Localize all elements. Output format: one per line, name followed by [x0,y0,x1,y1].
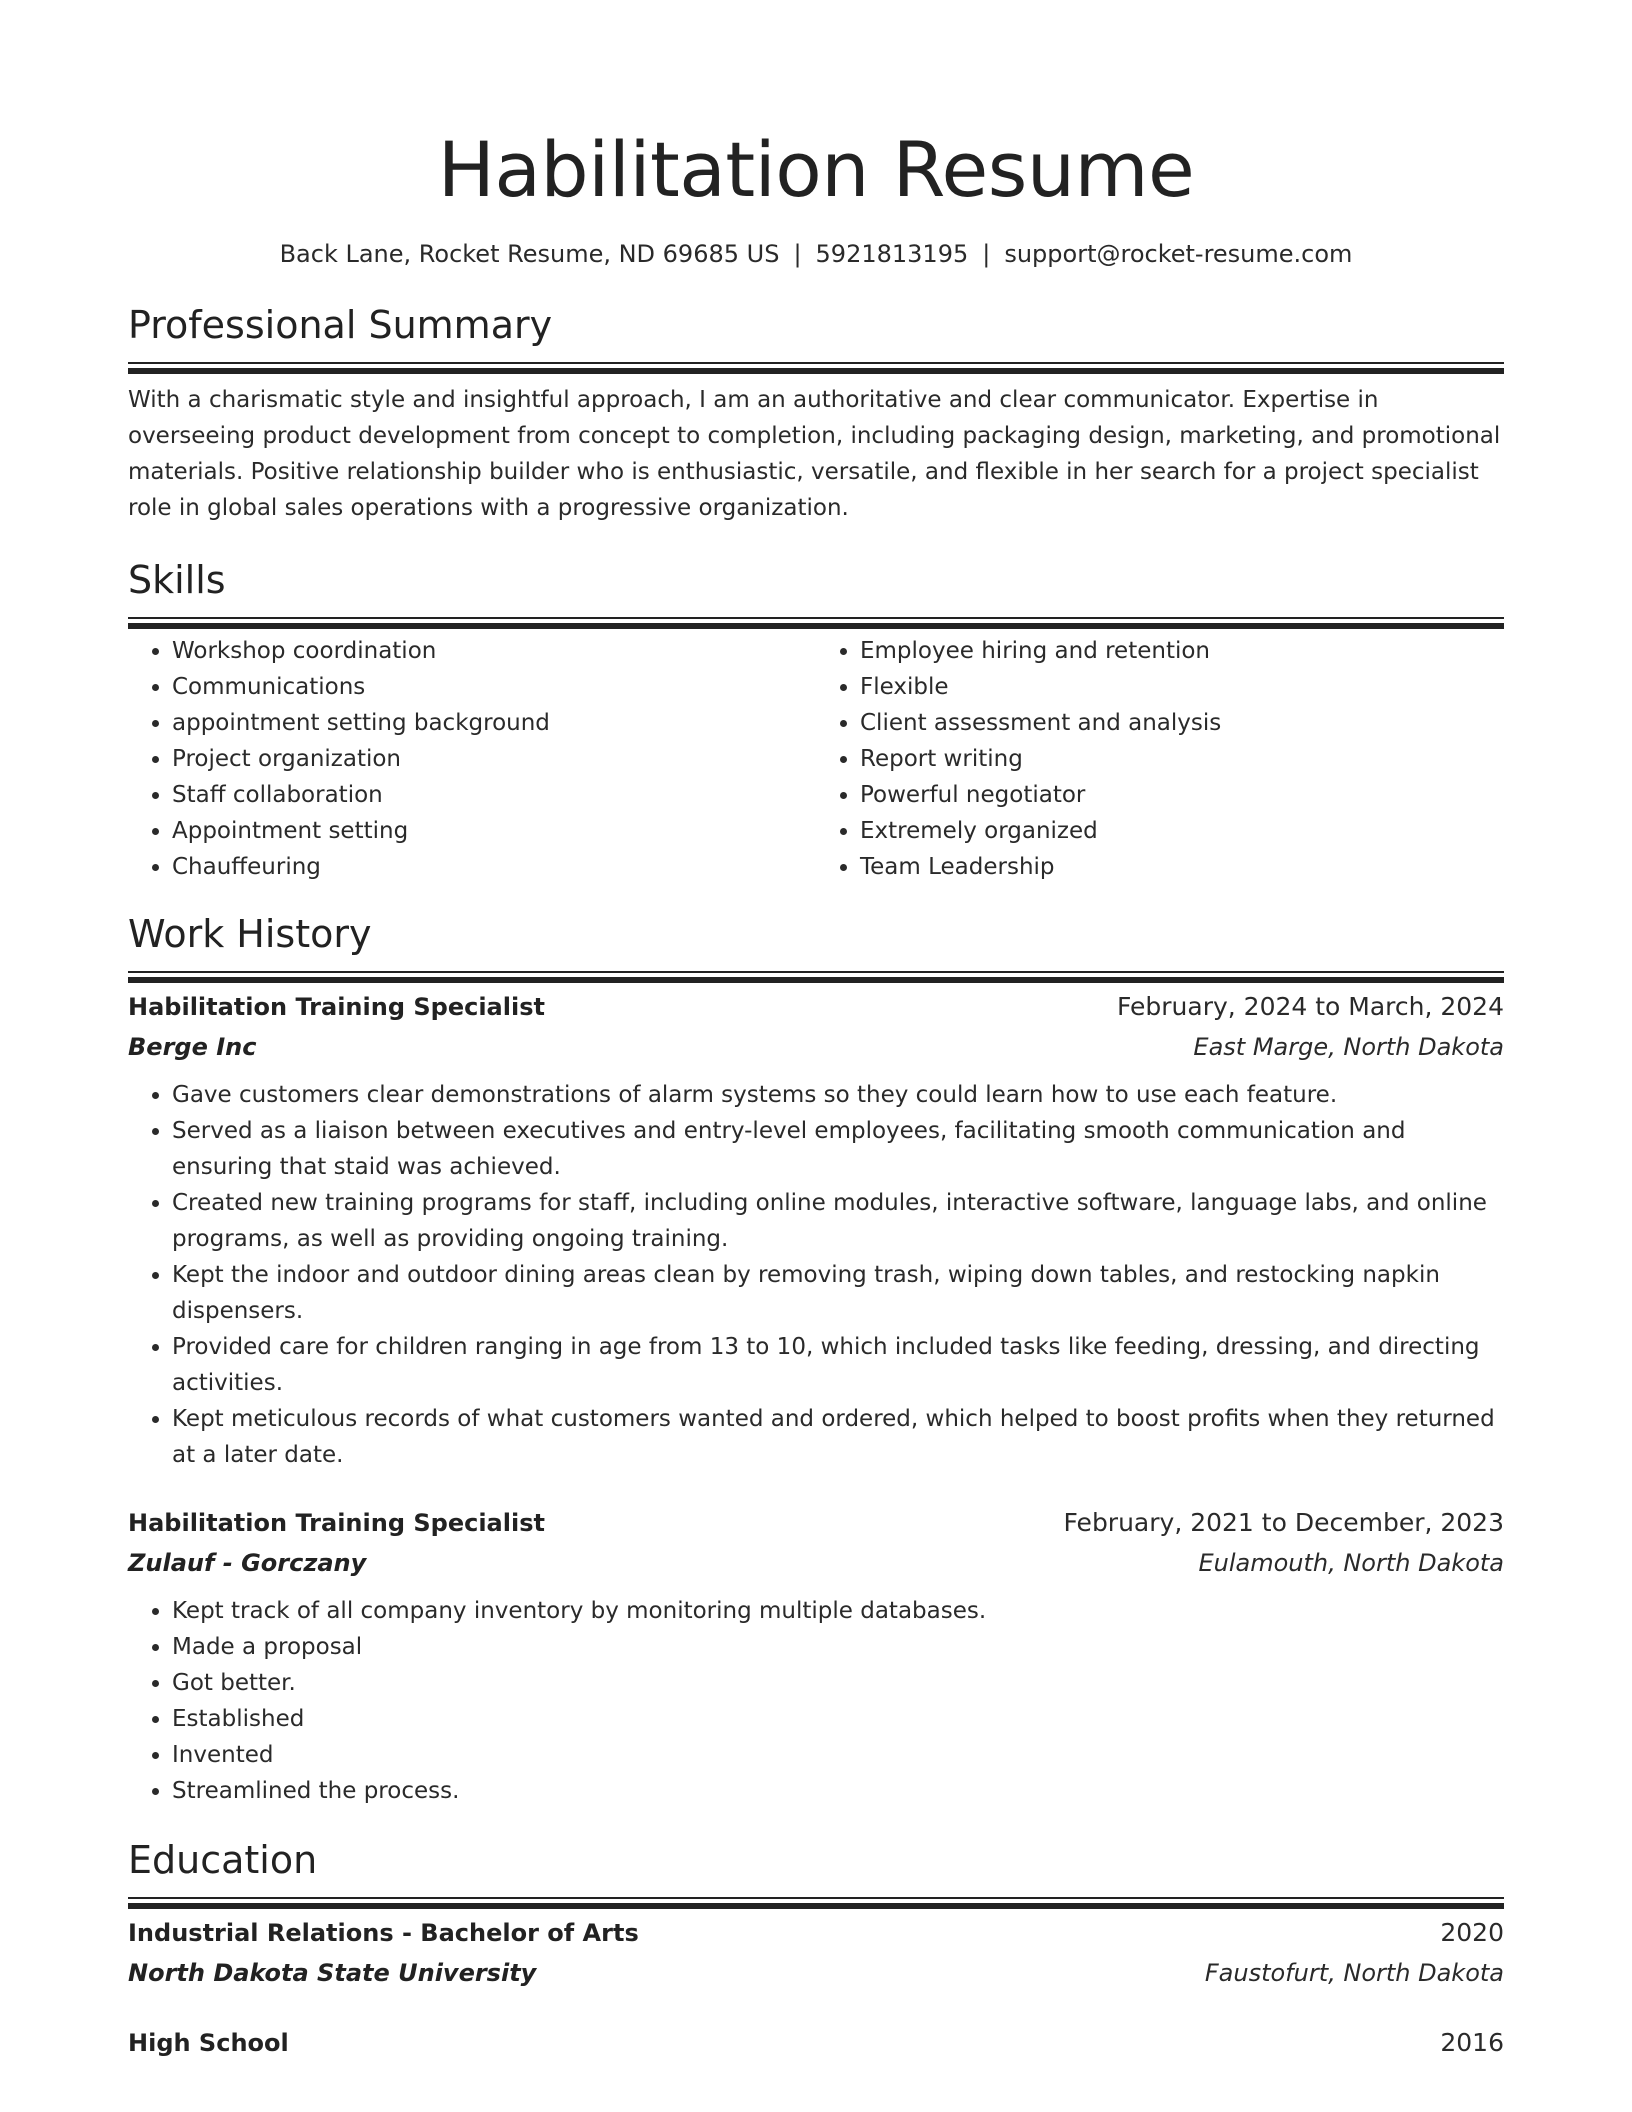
skill-item: • Powerful negotiator [860,777,1504,813]
skill-item: • Project organization [172,741,816,777]
skill-item: • Appointment setting [172,813,816,849]
education-entry [128,2023,1504,2063]
education-entry [128,1913,1504,1993]
skill-item: • Extremely organized [860,813,1504,849]
job-bullet: • Kept track of all company inventory by monitoring multiple databases. [172,1593,1504,1629]
job-header [128,987,1504,1027]
section-divider [128,617,1504,619]
job-bullet-list [128,1593,1504,1809]
education-degree: Industrial Relations - Bachelor of Arts [128,1919,639,1947]
skill-item: • Communications [172,669,816,705]
education-section [128,1835,1504,2063]
job-bullet: • Kept the indoor and outdoor dining areas clean by removing trash, wiping down tables, and restocking napkin dispensers. [172,1257,1504,1329]
job-bullet: • Created new training programs for staff, including online modules, interactive software, language labs, and online programs, as well as providing ongoing training. [172,1185,1504,1257]
job-entry [128,987,1504,1473]
education-year: 2020 [1440,1918,1504,1947]
skills-column-left [128,633,816,885]
skill-item: • Employee hiring and retention [860,633,1504,669]
contact-line [128,237,1504,271]
skill-item: • Report writing [860,741,1504,777]
skill-item: • appointment setting background [172,705,816,741]
job-entry [128,1503,1504,1809]
work-section [128,909,1504,1809]
job-bullet: • Got better. [172,1665,1504,1701]
job-title: Habilitation Training Specialist [128,1509,545,1537]
job-header [128,1503,1504,1543]
section-divider [128,971,1504,973]
job-bullet: • Kept meticulous records of what customers wanted and ordered, which helped to boost profits when they returned at a later date. [172,1401,1504,1473]
resume-page [128,0,1504,2063]
skill-item: • Workshop coordination [172,633,816,669]
skill-item: • Flexible [860,669,1504,705]
section-divider [128,362,1504,364]
job-bullet: • Gave customers clear demonstrations of alarm systems so they could learn how to use each feature. [172,1077,1504,1113]
education-location: Faustofurt, North Dakota [1204,1959,1504,1987]
summary-text: With a charismatic style and insightful approach, I am an authoritative and clear communicator. Expertise in overseeing product development from concept to completion, including packaging design, marketing, and promotional materials. Positive relationship builder who is enthusiastic, versatile, and flexible in her search for a project specialist role in global sales operations with a progressive organization. [128,387,1501,521]
job-bullet: • Invented [172,1737,1504,1773]
skill-item: • Team Leadership [860,849,1504,885]
skills-column-right [816,633,1504,885]
contact-email: support@rocket-resume.com [1004,240,1353,268]
job-location: Eulamouth, North Dakota [1198,1549,1504,1577]
job-bullet: • Served as a liaison between executives and entry-level employees, facilitating smooth communication and ensuring that staid was achieved. [172,1113,1504,1185]
contact-separator: | [982,240,991,268]
job-bullet-list [128,1077,1504,1473]
education-school: North Dakota State University [128,1959,537,1987]
skills-list-left [128,633,816,885]
skill-item: • Client assessment and analysis [860,705,1504,741]
section-divider [128,1897,1504,1899]
job-bullet: • Streamlined the process. [172,1773,1504,1809]
job-bullet: • Established [172,1701,1504,1737]
skills-section [128,555,1504,885]
education-degree: High School [128,2029,289,2057]
section-title-education: Education [128,1838,318,1882]
job-employer: Zulauf - Gorczany [128,1549,367,1577]
resume-name: Habilitation Resume [437,125,1195,214]
job-employer: Berge Inc [128,1033,257,1061]
job-title: Habilitation Training Specialist [128,993,545,1021]
education-header [128,1913,1504,1953]
section-title-work: Work History [128,912,372,956]
contact-separator: | [793,240,802,268]
job-location: East Marge, North Dakota [1193,1033,1504,1061]
education-header [128,2023,1504,2063]
education-subheader [128,1953,1504,1993]
skills-list-right [816,633,1504,885]
job-bullet: • Made a proposal [172,1629,1504,1665]
skills-grid [128,633,1504,885]
summary-section [128,300,1504,526]
skill-item: • Chauffeuring [172,849,816,885]
job-dates: February, 2021 to December, 2023 [1063,1508,1504,1537]
education-year: 2016 [1440,2028,1504,2057]
contact-address: Back Lane, Rocket Resume, ND 69685 US [279,240,780,268]
section-title-summary: Professional Summary [128,303,553,347]
job-dates: February, 2024 to March, 2024 [1116,992,1504,1021]
job-bullet: • Provided care for children ranging in age from 13 to 10, which included tasks like feeding, dressing, and directing activities. [172,1329,1504,1401]
contact-phone: 5921813195 [815,240,969,268]
skill-item: • Staff collaboration [172,777,816,813]
job-subheader [128,1027,1504,1067]
section-title-skills: Skills [128,558,226,602]
job-subheader [128,1543,1504,1583]
